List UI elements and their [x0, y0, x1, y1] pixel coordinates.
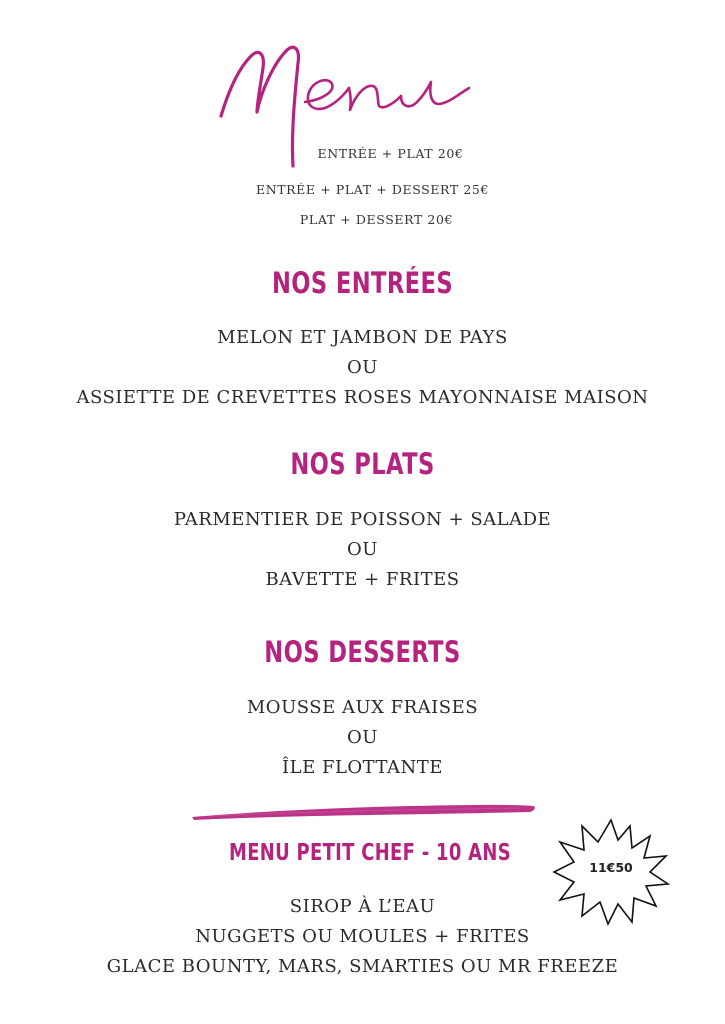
- brush-stroke-divider: [190, 800, 540, 824]
- or-separator: OU: [347, 357, 378, 378]
- starter-item: ASSIETTE DE CREVETTES ROSES MAYONNAISE MAISON: [76, 387, 649, 408]
- starter-item: MELON ET JAMBON DE PAYS: [217, 327, 508, 348]
- mains-heading: NOS PLATS: [290, 447, 435, 481]
- kids-menu-item: SIROP À L’EAU: [289, 896, 436, 917]
- kids-menu-price: 11€50: [589, 860, 633, 875]
- formula-price-line: ENTRÉE + PLAT + DESSERT 25€: [255, 182, 490, 197]
- or-separator: OU: [347, 539, 378, 560]
- desserts-heading: NOS DESSERTS: [264, 635, 461, 669]
- formula-price-line: ENTRÉE + PLAT 20€: [317, 146, 464, 161]
- dessert-item: ÎLE FLOTTANTE: [282, 757, 443, 778]
- kids-menu-item: GLACE BOUNTY, MARS, SMARTIES OU MR FREEZE: [106, 956, 619, 977]
- kids-menu-heading: MENU PETIT CHEF - 10 ANS: [229, 840, 511, 866]
- or-separator: OU: [347, 727, 378, 748]
- main-item: BAVETTE + FRITES: [265, 569, 460, 590]
- dessert-item: MOUSSE AUX FRAISES: [246, 697, 479, 718]
- main-item: PARMENTIER DE POISSON + SALADE: [173, 509, 552, 530]
- starters-heading: NOS ENTRÉES: [271, 266, 454, 300]
- formula-price-line: PLAT + DESSERT 20€: [299, 212, 454, 227]
- kids-menu-item: NUGGETS OU MOULES + FRITES: [195, 926, 530, 947]
